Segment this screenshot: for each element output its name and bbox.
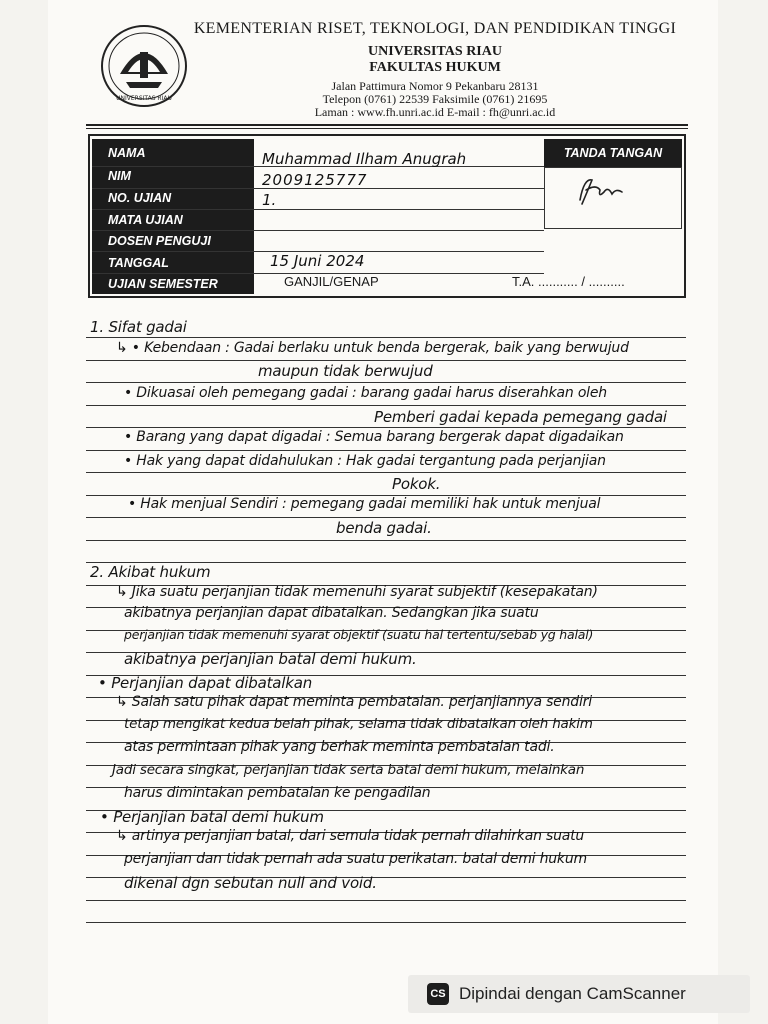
answer-line: ↳ Jika suatu perjanjian tidak memenuhi syarat subjektif (kesepakatan) [116, 584, 598, 600]
answer-line: tetap mengikat kedua belah pihak, selama tidak dibatalkan oleh hakim [124, 716, 593, 732]
label-no-ujian: NO. UJIAN [108, 191, 172, 205]
ruled-line [86, 517, 686, 518]
student-name: Muhammad Ilham Anugrah [262, 150, 467, 168]
answer-line: ↳ Salah satu pihak dapat meminta pembatalan. perjanjiannya sendiri [116, 694, 592, 710]
address-line: Jalan Pattimura Nomor 9 Pekanbaru 28131 [331, 79, 539, 93]
answer-line: • Hak menjual Sendiri : pemegang gadai memiliki hak untuk menjual [128, 496, 601, 512]
ruled-line [86, 472, 686, 473]
answer-line: benda gadai. [336, 519, 432, 537]
row-divider [92, 230, 544, 231]
answer-line: ↳ artinya perjanjian batal, dari semula tidak pernah dilahirkan suatu [116, 828, 585, 844]
label-tanggal: TANGGAL [108, 256, 169, 270]
ruled-line [86, 540, 686, 541]
ruled-line [86, 922, 686, 923]
answer-line: • Barang yang dapat digadai : Semua barang bergerak dapat digadaikan [124, 429, 624, 445]
answer-line: dikenal dgn sebutan null and void. [124, 874, 377, 892]
answer-line: • Hak yang dapat didahulukan : Hak gadai tergantung pada perjanjian [124, 453, 606, 469]
semester-value: GANJIL/GENAP [284, 274, 379, 289]
header-divider [86, 124, 688, 126]
answer-line: akibatnya perjanjian dapat dibatalkan. Sedangkan jika suatu [124, 605, 539, 621]
label-dosen-penguji: DOSEN PENGUJI [108, 234, 211, 248]
answer-line: atas permintaan pihak yang berhak meminta pembatalan tadi. [124, 739, 555, 755]
answer-line: perjanjian dan tidak pernah ada suatu perikatan. batal demi hukum [124, 851, 587, 867]
answer-line: ↳ • Kebendaan : Gadai berlaku untuk benda bergerak, baik yang berwujud [116, 340, 629, 356]
signature-mark [570, 170, 640, 210]
exam-number: 1. [262, 191, 277, 209]
ruled-line [86, 450, 686, 451]
answer-line: harus dimintakan pembatalan ke pengadilan [124, 785, 431, 801]
answer-line: Jadi secara singkat, perjanjian tidak serta batal demi hukum, melainkan [112, 762, 585, 778]
row-divider [92, 209, 544, 210]
label-nama: NAMA [108, 146, 146, 160]
answer-line: • Dikuasai oleh pemegang gadai : barang gadai harus diserahkan oleh [124, 385, 607, 401]
ruled-line [86, 337, 686, 338]
answer-line: Pokok. [392, 475, 441, 493]
ministry-title: KEMENTERIAN RISET, TEKNOLOGI, DAN PENDIDIKAN TINGGI [193, 20, 677, 37]
faculty-name: FAKULTAS HUKUM [369, 60, 501, 75]
exam-date: 15 Juni 2024 [270, 252, 365, 270]
camscanner-icon: CS [427, 983, 449, 1005]
web-line: Laman : www.fh.unri.ac.id E-mail : fh@unri.ac.id [314, 105, 556, 119]
svg-text:UNIVERSITAS RIAU: UNIVERSITAS RIAU [116, 95, 172, 102]
label-ujian-semester: UJIAN SEMESTER [108, 277, 218, 291]
academic-year: T.A. ........... / .......... [512, 274, 625, 289]
answer-line: 1. Sifat gadai [90, 318, 187, 336]
university-name: UNIVERSITAS RIAU [368, 44, 502, 59]
answer-line: • Perjanjian batal demi hukum [100, 808, 324, 826]
ruled-line [86, 427, 686, 428]
label-mata-ujian: MATA UJIAN [108, 213, 183, 227]
answer-line: perjanjian tidak memenuhi syarat objektif (suatu hal tertentu/sebab yg halal) [124, 627, 594, 642]
header-divider-thin [86, 128, 688, 129]
answer-line: 2. Akibat hukum [90, 563, 211, 581]
ruled-line [86, 900, 686, 901]
answer-line: Pemberi gadai kepada pemegang gadai [374, 408, 667, 426]
signature-header: TANDA TANGAN [544, 139, 682, 167]
label-nim: NIM [108, 169, 131, 183]
ruled-line [86, 405, 686, 406]
answer-line: akibatnya perjanjian batal demi hukum. [124, 650, 417, 668]
answer-line: • Perjanjian dapat dibatalkan [98, 674, 313, 692]
student-nim: 2009125777 [262, 171, 368, 189]
ruled-line [86, 382, 686, 383]
camscanner-text: Dipindai dengan CamScanner [459, 984, 686, 1003]
answer-line: maupun tidak berwujud [258, 362, 433, 380]
phone-line: Telepon (0761) 22539 Faksimile (0761) 21695 [322, 92, 548, 106]
ruled-line [86, 360, 686, 361]
